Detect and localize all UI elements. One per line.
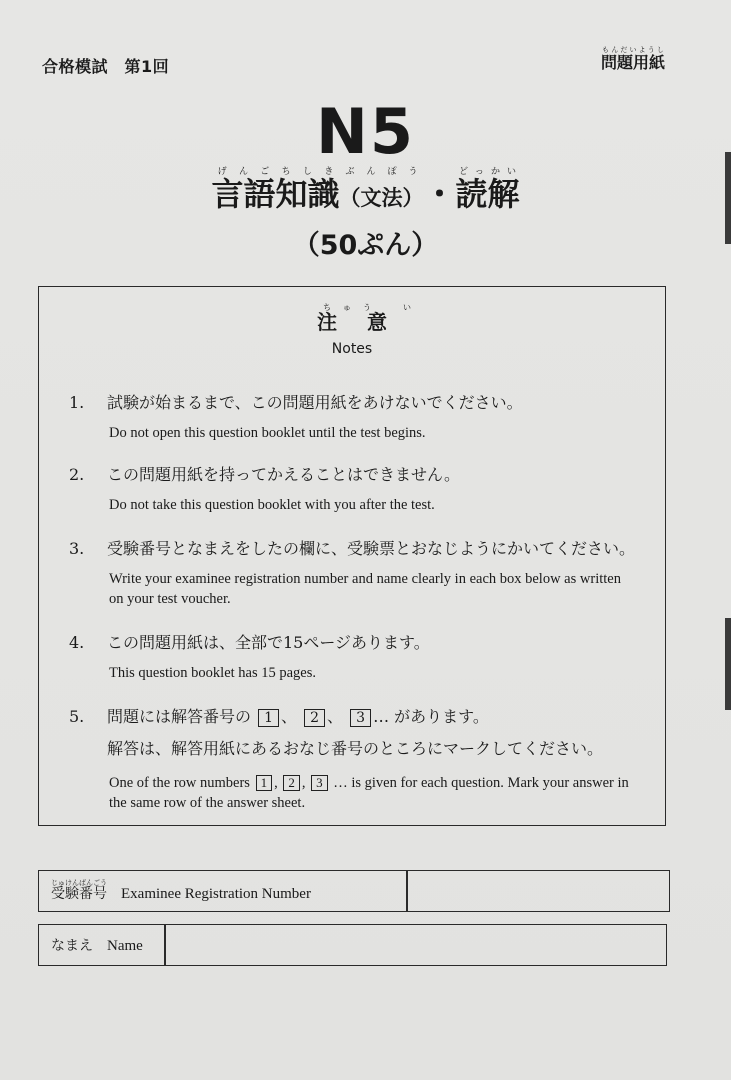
registration-number-row — [38, 870, 670, 912]
note-jp: 解答は、解答用紙にあるおなじ番号のところにマークしてください。 — [107, 739, 604, 758]
note-en: One of the row numbers 1 , 2 , 3 … is given for each question. Mark your answer in the same row of the answer sheet. — [109, 775, 629, 811]
note-en: This question booklet has 15 pages. — [109, 665, 317, 681]
notes-heading: 注意ちゅう い — [317, 303, 417, 334]
answer-number-box: 3 — [311, 775, 328, 791]
answer-number-box: 3 — [350, 709, 371, 727]
answer-number-box: 1 — [258, 709, 279, 727]
name-label: なまえ Name — [51, 938, 143, 954]
note-jp: 問題には解答番号の 1 、 2 、 3 … があります。 — [107, 707, 489, 726]
answer-number-box: 2 — [283, 775, 300, 791]
note-jp: 受験番号となまえをしたの欄に、受験票とおなじようにかいてください。 — [107, 539, 636, 558]
answer-number-box: 1 — [256, 775, 273, 791]
notes-box: 注意ちゅう い Notes 1. 試験が始まるまで、この問題用紙をあけないでください。 Do not open this question booklet until the test begins. 2. この問題用紙を持ってかえることはできません。 Do not take this question booklet with you after the test. 3. 受験番号となまえをしたの欄に、受験票とおなじようにかいてください。 Write your examinee registration number and name clearly in each box below as written on your test voucher. 4. この問題用紙は、全部で15ページあります。 This question booklet has 15 pages. 5. 問題には解答番号の 1 、 2 、 3 … があります。 解答は、解答用紙にあるおなじ番号のところにマークしてください。 One of the row numbers 1 , 2 , 3 … is given for each question. Mark your answer in the same row of the answer sheet. — [38, 286, 666, 826]
note-en: Do not open this question booklet until the test begins. — [109, 425, 426, 441]
table-divider — [164, 925, 166, 965]
booklet-label: 問題用紙もんだいようし — [600, 46, 665, 72]
name-row — [38, 924, 667, 966]
note-jp: 試験が始まるまで、この問題用紙をあけないでください。 — [107, 393, 523, 412]
level-title: N5 — [315, 95, 416, 168]
note-en: Do not take this question booklet with you after the test. — [109, 497, 435, 513]
time-limit: （50ぷん） — [292, 230, 439, 261]
subject-title: 言語げんご知識ちしき（文法）ぶんぽう・読解どっかい — [211, 167, 520, 213]
notes-heading-en: Notes — [331, 341, 373, 357]
registration-number-label: 受験番号じゅけんばんごうExaminee Registration Number — [51, 879, 311, 902]
note-jp: この問題用紙は、全部で15ページあります。 — [107, 633, 430, 652]
table-divider — [406, 871, 408, 911]
exam-label: 合格模試 第1回 — [42, 57, 170, 76]
note-en: Write your examinee registration number and name clearly in each box below as written on your test voucher. — [109, 571, 621, 607]
answer-number-box: 2 — [304, 709, 325, 727]
note-jp: この問題用紙を持ってかえることはできません。 — [107, 465, 460, 484]
edge-mark — [725, 618, 731, 710]
